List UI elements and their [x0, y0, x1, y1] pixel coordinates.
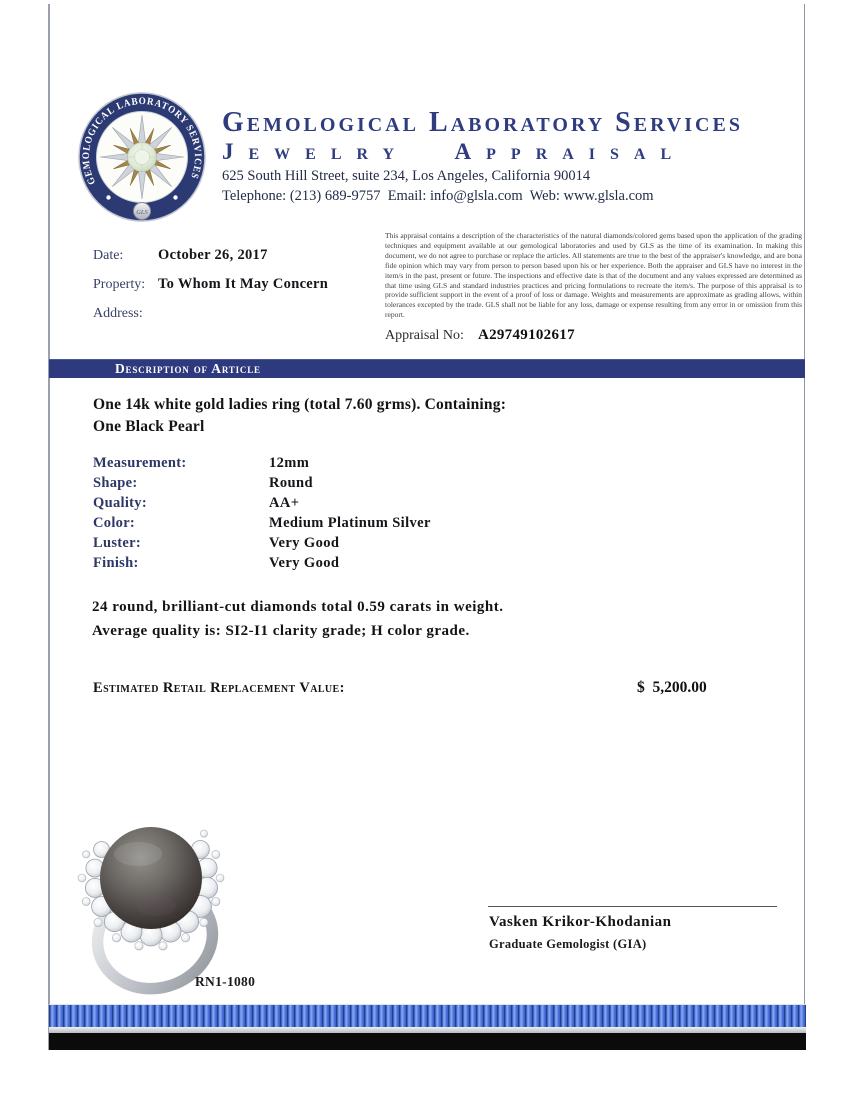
- document-type-title: Jewelry Appraisal: [222, 139, 687, 164]
- appraiser-title: Graduate Gemologist (GIA): [489, 937, 647, 951]
- date-label: Date:: [93, 248, 124, 263]
- ring-item-number: RN1-1080: [195, 974, 256, 989]
- disclaimer-text: This appraisal contains a description of the characteristics of the natural diamonds/colored gems based upon the application of the grading techniques and equipment available at our gemological laboratories and used by GLS as the time of its examination. In making this document, we do not agree to purchase or replace the articles. All statements are true to the best of the appraiser's knowledge, and are bona fide opinion which may vary from person to person based upon his or her experience. Both the appraiser and GLS have no interest in the item/s in the past, present or future. The inspections and effective date is that of the document and any values expressed are determined as that time using GLS and standard industries practices and pricing formulations to recreate the item/s. The purpose of this appraisal is to provide sufficient support in the event of a proof of loss or damage. Weights and measurements are approximate as grading allows, within tolerances excepted by the trade. GLS shall not be liable for any loss, damage or expense resulting from any error in or omission from this report.: [385, 231, 802, 320]
- address-label: Address:: [93, 306, 143, 321]
- section-title: Description of Article: [115, 361, 261, 376]
- org-contact: Telephone: (213) 689-9757 Email: info@glsla.com Web: www.glsla.com: [222, 188, 654, 204]
- spec-value: 12mm: [269, 455, 310, 471]
- page-border-left: [48, 4, 50, 1050]
- table-row: [93, 473, 431, 493]
- appraiser-name: Vasken Krikor-Khodanian: [489, 914, 672, 930]
- spec-value: Very Good: [269, 555, 340, 571]
- property-row: [93, 275, 328, 294]
- diamonds-description-line1: 24 round, brilliant-cut diamonds total 0.59 carats in weight.: [92, 599, 504, 615]
- date-row: [93, 246, 328, 265]
- property-label: Property:: [93, 277, 146, 292]
- table-row: [93, 553, 431, 573]
- page-border-right: [804, 4, 805, 1050]
- appraisal-number-label: Appraisal No:: [385, 328, 464, 343]
- spec-value: Medium Platinum Silver: [269, 515, 431, 531]
- gls-logo-icon: [76, 92, 208, 226]
- table-row: [93, 513, 431, 533]
- signature-line: [488, 906, 777, 907]
- pearl-spec-table: [93, 453, 431, 573]
- spec-label: Measurement:: [93, 455, 187, 471]
- org-address: 625 South Hill Street, suite 234, Los Angeles, California 90014: [222, 168, 591, 184]
- address-row: [93, 304, 328, 323]
- item-description-line1: One 14k white gold ladies ring (total 7.60 grms). Containing:: [93, 396, 507, 413]
- letterhead: [222, 108, 802, 205]
- property-value: To Whom It May Concern: [158, 276, 329, 292]
- date-value: October 26, 2017: [158, 247, 268, 263]
- spec-label: Finish:: [93, 555, 139, 571]
- recipient-block: [93, 246, 328, 333]
- table-row: [93, 493, 431, 513]
- spec-label: Shape:: [93, 475, 138, 491]
- spec-value: Round: [269, 475, 313, 491]
- logo-ring-text: GEMOLOGICAL LABORATORY SERVICES: [80, 96, 204, 187]
- section-header-bar: [49, 359, 805, 378]
- spec-label: Quality:: [93, 495, 147, 511]
- appraisal-number-value: A29749102617: [477, 327, 575, 343]
- item-description-line2: One Black Pearl: [93, 418, 205, 435]
- spec-value: Very Good: [269, 535, 340, 551]
- replacement-value-amount: $ 5,200.00: [637, 679, 707, 696]
- replacement-value-label: Estimated Retail Replacement Value:: [93, 680, 345, 696]
- org-name: Gemological Laboratory Services: [222, 107, 743, 138]
- table-row: [93, 453, 431, 473]
- appraisal-number-row: [385, 327, 575, 344]
- diamonds-description-line2: Average quality is: SI2-I1 clarity grade; H color grade.: [92, 623, 470, 639]
- logo-monogram: GLS: [136, 209, 148, 216]
- spec-label: Color:: [93, 515, 136, 531]
- decorative-striped-ribbon: [49, 1004, 806, 1027]
- table-row: [93, 533, 431, 553]
- spec-label: Luster:: [93, 535, 142, 551]
- spec-value: AA+: [269, 495, 300, 511]
- decorative-black-bar: [49, 1033, 806, 1050]
